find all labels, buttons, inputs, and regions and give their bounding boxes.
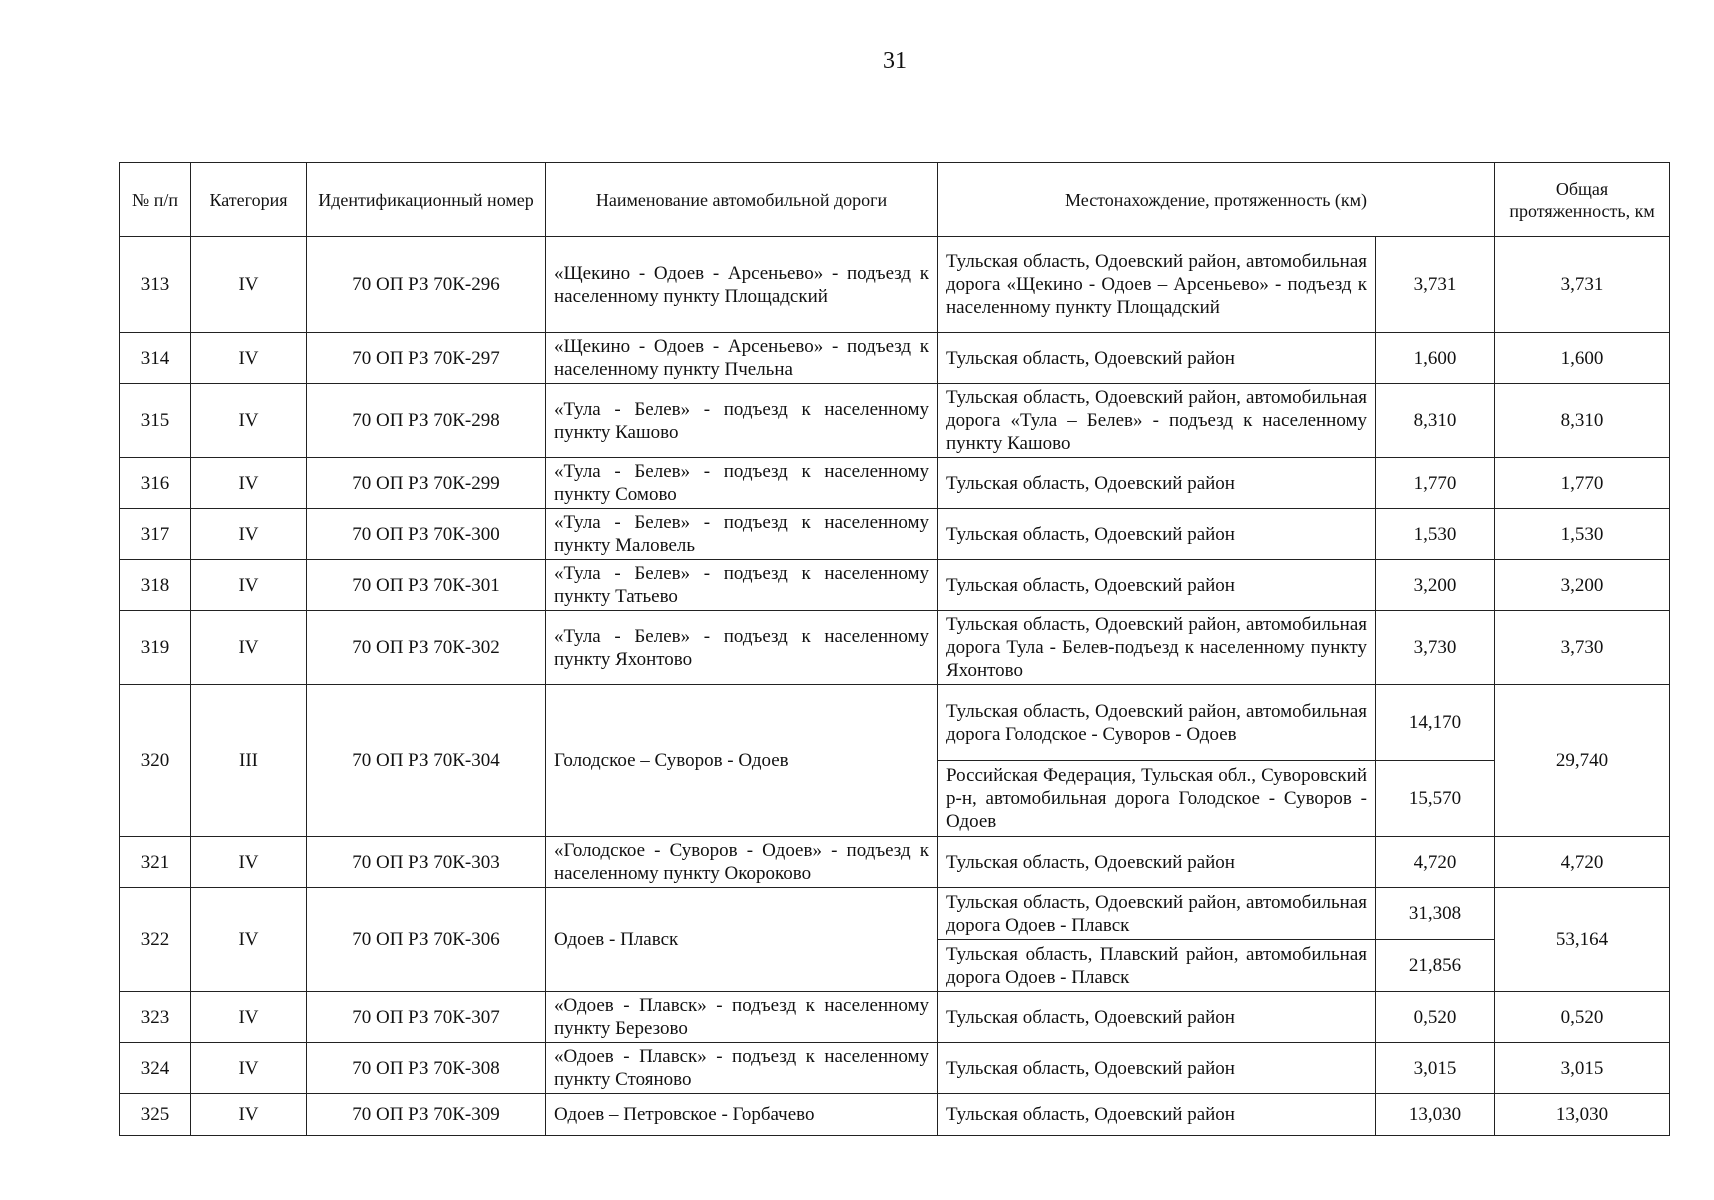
row-location: Тульская область, Одоевский район	[938, 560, 1376, 611]
row-category: IV	[191, 333, 307, 384]
row-category: IV	[191, 458, 307, 509]
row-id: 70 ОП РЗ 70К-302	[307, 611, 546, 685]
row-id: 70 ОП РЗ 70К-300	[307, 509, 546, 560]
row-number: 316	[120, 458, 191, 509]
row-total: 1,530	[1495, 509, 1670, 560]
row-length: 4,720	[1376, 837, 1495, 888]
row-length: 3,015	[1376, 1043, 1495, 1094]
row-id: 70 ОП РЗ 70К-303	[307, 837, 546, 888]
row-location: Тульская область, Плавский район, автомобильная дорога Одоев - Плавск	[938, 940, 1376, 992]
row-id: 70 ОП РЗ 70К-298	[307, 384, 546, 458]
row-category: IV	[191, 384, 307, 458]
row-location: Тульская область, Одоевский район, автомобильная дорога Голодское - Суворов - Одоев	[938, 685, 1376, 761]
row-number: 323	[120, 992, 191, 1043]
table-row	[120, 384, 1670, 458]
table-row	[120, 560, 1670, 611]
row-id: 70 ОП РЗ 70К-307	[307, 992, 546, 1043]
row-number: 319	[120, 611, 191, 685]
table-row	[120, 837, 1670, 888]
row-location: Тульская область, Одоевский район	[938, 509, 1376, 560]
row-number: 322	[120, 888, 191, 992]
row-category: IV	[191, 1043, 307, 1094]
row-number: 317	[120, 509, 191, 560]
row-number: 318	[120, 560, 191, 611]
header-category: Категория	[191, 163, 307, 237]
header-name: Наименование автомобильной дороги	[546, 163, 938, 237]
roads-table	[119, 162, 1670, 1136]
row-id: 70 ОП РЗ 70К-309	[307, 1094, 546, 1136]
row-category: IV	[191, 992, 307, 1043]
row-location: Тульская область, Одоевский район	[938, 992, 1376, 1043]
row-number: 324	[120, 1043, 191, 1094]
row-id: 70 ОП РЗ 70К-297	[307, 333, 546, 384]
row-total: 8,310	[1495, 384, 1670, 458]
table-row	[120, 992, 1670, 1043]
page-number: 31	[883, 48, 907, 74]
row-number: 314	[120, 333, 191, 384]
row-number: 313	[120, 237, 191, 333]
row-length: 3,730	[1376, 611, 1495, 685]
row-id: 70 ОП РЗ 70К-301	[307, 560, 546, 611]
row-road-name: «Тула - Белев» - подъезд к населенному пункту Маловель	[546, 509, 938, 560]
row-id: 70 ОП РЗ 70К-299	[307, 458, 546, 509]
row-number: 315	[120, 384, 191, 458]
row-category: IV	[191, 560, 307, 611]
row-road-name: «Голодское - Суворов - Одоев» - подъезд к населенному пункту Окороково	[546, 837, 938, 888]
row-category: IV	[191, 509, 307, 560]
row-length: 1,770	[1376, 458, 1495, 509]
row-location: Тульская область, Одоевский район	[938, 1094, 1376, 1136]
row-category: IV	[191, 888, 307, 992]
row-category: IV	[191, 1094, 307, 1136]
row-id: 70 ОП РЗ 70К-304	[307, 685, 546, 837]
row-length: 31,308	[1376, 888, 1495, 940]
row-road-name: Одоев – Петровское - Горбачево	[546, 1094, 938, 1136]
row-total: 3,731	[1495, 237, 1670, 333]
table-row	[120, 458, 1670, 509]
row-total: 13,030	[1495, 1094, 1670, 1136]
row-location: Тульская область, Одоевский район, автомобильная дорога «Тула – Белев» - подъезд к населенному пункту Кашово	[938, 384, 1376, 458]
row-road-name: «Щекино - Одоев - Арсеньево» - подъезд к населенному пункту Пчельна	[546, 333, 938, 384]
row-length: 3,731	[1376, 237, 1495, 333]
header-id: Идентификационный номер	[307, 163, 546, 237]
row-total: 3,730	[1495, 611, 1670, 685]
row-length: 15,570	[1376, 761, 1495, 837]
row-category: IV	[191, 611, 307, 685]
row-id: 70 ОП РЗ 70К-308	[307, 1043, 546, 1094]
row-category: IV	[191, 237, 307, 333]
header-location: Местонахождение, протяженность (км)	[938, 163, 1495, 237]
row-total: 1,600	[1495, 333, 1670, 384]
row-total: 4,720	[1495, 837, 1670, 888]
row-location: Тульская область, Одоевский район	[938, 458, 1376, 509]
table-row	[120, 611, 1670, 685]
row-total: 3,015	[1495, 1043, 1670, 1094]
row-total: 29,740	[1495, 685, 1670, 837]
table-header	[120, 163, 1670, 237]
row-category: III	[191, 685, 307, 837]
row-category: IV	[191, 837, 307, 888]
row-length: 14,170	[1376, 685, 1495, 761]
row-length: 13,030	[1376, 1094, 1495, 1136]
table-body	[120, 237, 1670, 1136]
row-road-name: «Тула - Белев» - подъезд к населенному пункту Кашово	[546, 384, 938, 458]
row-number: 321	[120, 837, 191, 888]
table-row	[120, 509, 1670, 560]
row-road-name: Голодское – Суворов - Одоев	[546, 685, 938, 837]
table-row	[120, 888, 1670, 940]
row-total: 3,200	[1495, 560, 1670, 611]
row-id: 70 ОП РЗ 70К-296	[307, 237, 546, 333]
row-length: 0,520	[1376, 992, 1495, 1043]
row-location: Тульская область, Одоевский район, автомобильная дорога Одоев - Плавск	[938, 888, 1376, 940]
row-length: 3,200	[1376, 560, 1495, 611]
row-length: 8,310	[1376, 384, 1495, 458]
table-row	[120, 1094, 1670, 1136]
header-total: Общая протяженность, км	[1495, 163, 1670, 237]
row-location: Тульская область, Одоевский район, автомобильная дорога Тула - Белев-подъезд к населенному пункту Яхонтово	[938, 611, 1376, 685]
row-road-name: «Тула - Белев» - подъезд к населенному пункту Сомово	[546, 458, 938, 509]
row-road-name: Одоев - Плавск	[546, 888, 938, 992]
row-road-name: «Одоев - Плавск» - подъезд к населенному пункту Березово	[546, 992, 938, 1043]
table-row	[120, 237, 1670, 333]
row-number: 320	[120, 685, 191, 837]
table-row	[120, 1043, 1670, 1094]
row-location: Тульская область, Одоевский район	[938, 333, 1376, 384]
row-total: 1,770	[1495, 458, 1670, 509]
table-row	[120, 685, 1670, 761]
row-location: Тульская область, Одоевский район, автомобильная дорога «Щекино - Одоев – Арсеньево» - подъезд к населенному пункту Площадский	[938, 237, 1376, 333]
row-location: Тульская область, Одоевский район	[938, 837, 1376, 888]
row-length: 1,600	[1376, 333, 1495, 384]
row-location: Российская Федерация, Тульская обл., Суворовский р-н, автомобильная дорога Голодское - Суворов - Одоев	[938, 761, 1376, 837]
table-row	[120, 333, 1670, 384]
row-road-name: «Тула - Белев» - подъезд к населенному пункту Татьево	[546, 560, 938, 611]
header-num: № п/п	[120, 163, 191, 237]
row-location: Тульская область, Одоевский район	[938, 1043, 1376, 1094]
row-number: 325	[120, 1094, 191, 1136]
row-road-name: «Тула - Белев» - подъезд к населенному пункту Яхонтово	[546, 611, 938, 685]
row-length: 1,530	[1376, 509, 1495, 560]
row-length: 21,856	[1376, 940, 1495, 992]
row-total: 53,164	[1495, 888, 1670, 992]
row-road-name: «Одоев - Плавск» - подъезд к населенному пункту Стояново	[546, 1043, 938, 1094]
row-road-name: «Щекино - Одоев - Арсеньево» - подъезд к населенному пункту Площадский	[546, 237, 938, 333]
row-id: 70 ОП РЗ 70К-306	[307, 888, 546, 992]
row-total: 0,520	[1495, 992, 1670, 1043]
